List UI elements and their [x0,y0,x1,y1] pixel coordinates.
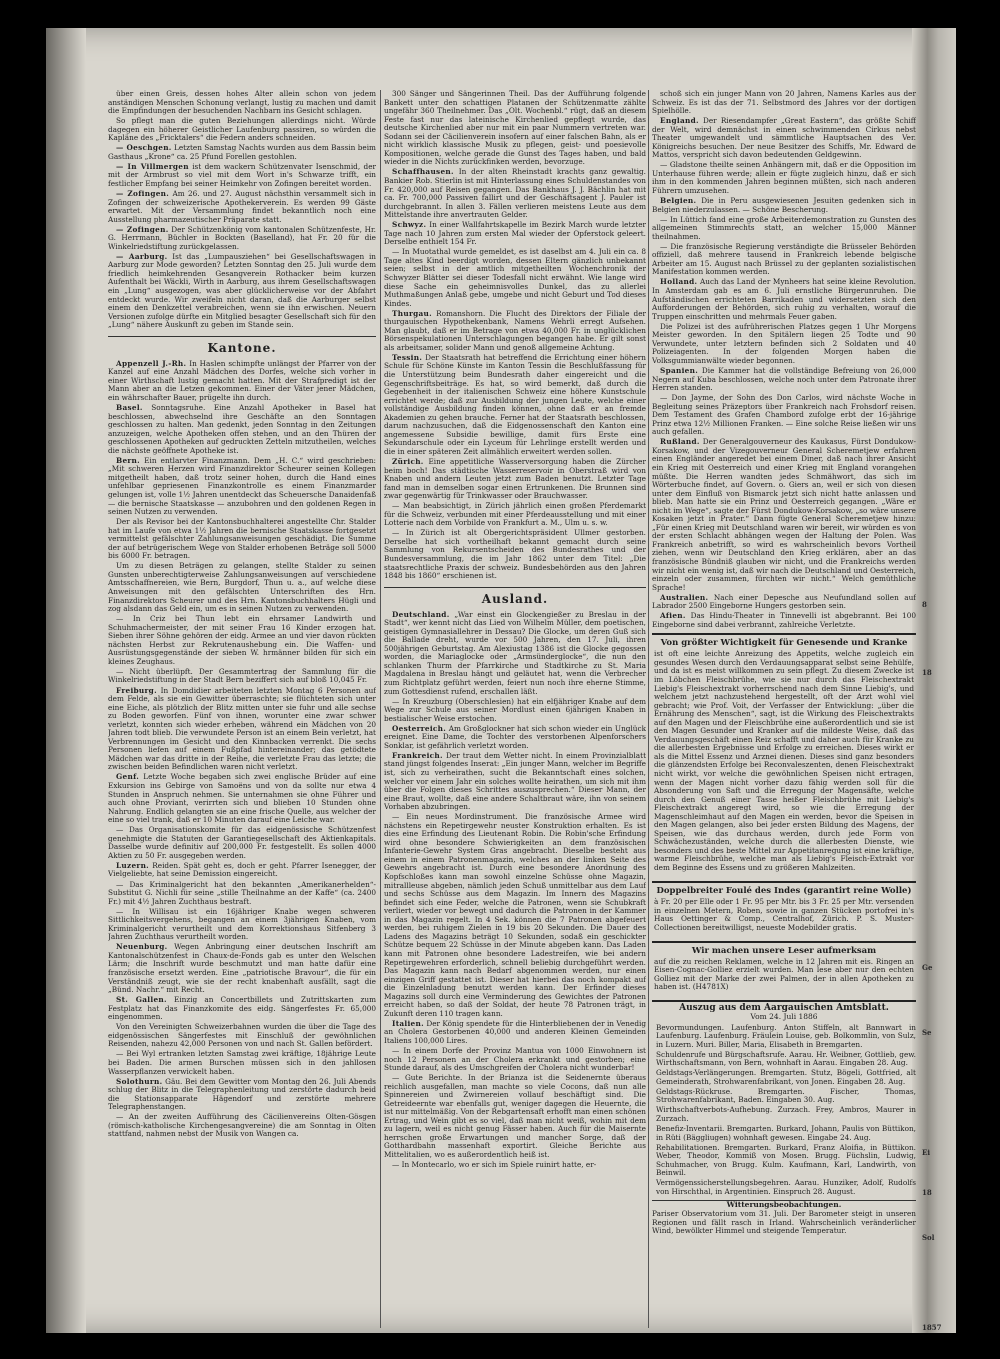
news-item [652,243,916,277]
fragment: 1857 [922,1323,942,1332]
news-item [384,354,646,457]
news-item [384,168,646,219]
news-text: — An der zweiten Aufführung des Cäcilienvereins Olten-Gösgen (römisch-katholische Kirchengesangvereine) die am Sonntag in Olten stattfand, nahmen nebst der Musik von Wangen ca. [108,1112,376,1139]
news-text: Romanshorn. Die Flucht des Direktors der Filiale der thurgauischen Hypothekenbank, Namens Wehrli erregt Aufsehen. Man glaubt, daß er im Betrage von etwa 40,000 Fr. in unglücklichen Börsenspekulationen Unterschlagungen begangen habe. Er gilt sonst als arbeitsamer, solider Mann und genoß allgemeine Achtung. [384,308,646,352]
news-dateline: Genf. [116,772,140,782]
news-dateline: Oesterreich. [392,723,447,733]
kantone-news [108,360,376,1139]
news-item [108,826,376,860]
news-dateline: Thurgau. [392,308,432,318]
news-item [384,1074,646,1159]
news-item [108,908,376,942]
news-item [384,813,646,1018]
gazette-entry: Benefiz-Inventarii. Bremgarten. Burkard, Johann, Paulis von Büttikon, in Rüti (Bäggliugen) wohnhaft gewesen. Eingabe 24. Aug. [656,1124,916,1142]
kantone-news-continued [384,90,646,581]
ausland-news [384,611,646,1170]
news-text: — In Muotathal wurde gemeldet, es ist daselbst am 4. Juli ein ca. 8 Tage altes Kind beerdigt worden, dessen Eltern gänzlich unbekannt seien; selbst in der amtlich mitgetheilten Wochenchronik der Schwyzer Blätter sei dieser Todesfall nicht erwähnt. Wie lange wird diese Sache ein geheimnisvolles Dunkel, das zu allerlei Muthmaßungen Anlaß gebe, umgebe und nicht Geburt und Tod dieses Kindes. [384,247,646,308]
news-text: In Haslen schimpfte unlängst der Pfarrer von der Kanzel auf eine Anzahl Mädchen des Dorfes, welche sich vorher in einer Wirthschaft lustig gemacht hatten. Mit der Strafpredigt ist der Mann aber an die Letzen gekommen. Einer der Väter jener Mädchen, ein währschafter Bauer, prügelte ihn durch. [108,358,376,402]
news-text: Um zu diesen Beträgen zu gelangen, stellte Stalder zu seinen Gunsten unberechtigterweise Zahlungsanweisungen auf verschiedene Amtsschaffnereien, wie Bern, Burgdorf, Thun u. a., auf welche diese Anweisungen mit den gefälschten Unterschriften des Hrn. Finanzdirektors Scheurer und des Hrn. Kantonsbuchhalters Hügli und zog alsdann das Geld ein, um es in seinen Nutzen zu verwenden. [108,561,376,614]
news-text: — Nicht überlüpft. Der Gesammtertrag der Sammlung für die Winkelriedstiftung in der Stadt Bern beziffert sich auf bloß 10,045 Fr. [108,666,376,685]
advertisement-liebig [652,633,916,877]
news-dateline: England. [660,116,699,126]
news-text: Der als Revisor bei der Kantonsbuchhalterei angestellte Chr. Stalder hat im Laufe von etwa 1½ Jahren die bernische Staatskasse fortgesetzt vermittelst gefälschter Zahlungsanweisungen geschädigt. Die Summe der auf betrügerischem Wege von Stalder erhobenen Beträge soll 5000 bis 6000 Fr. betragen. [108,517,376,561]
news-text: Am Großglockner hat sich schon wieder ein Unglück ereignet. Eine Dame, die Tochter des verstorbenen Alpenforschers Sonklar, ist gefährlich verletzt worden. [384,723,646,750]
column-left [108,90,376,1330]
news-item [108,1113,376,1139]
column-right [652,90,916,1330]
news-dateline: — Zofingen. [116,224,169,234]
news-text: Das Hindu-Theater in Tinnevelli ist abgebrannt. Bei 100 Eingeborne sind dabei verbrannt, zahlreiche Verletzte. [652,611,916,629]
news-text: Ist das „Lumpausziehen“ bei Gesellschaftswagen in Aarburg zur Mode geworden? Letzten Sonntag den 25. Juli wurde dem friedlich heimkehrenden Gesangverein Rothacker beim kurzen Aufenthalt bei Wäckli, Wirth in Aarburg, aus ihrem Gesellschaftswagen ein „Lung“ ausgezogen, was aber glücklicherweise vor der Abfahrt entdeckt wurde. Wir zweifeln nicht daran, daß die Aarburger selbst einem den Denkzettel verabreichen, wenn sie ihn erwischen. Neuern Versionen zufolge dürfte ein Mitglied besagter Gesellschaft sich für den „Lung“ nähere Auskunft zu geben im Stande sein. [108,251,376,330]
news-item [108,457,376,517]
news-item [108,163,376,189]
news-text: — In Lüttich fand eine große Arbeiterdemonstration zu Gunsten des allgemeinen Stimmrechts statt, an welcher 15,000 Männer theilnahmen. [652,214,916,241]
news-text: Ein entlarvter Finanzmann. Dem „H. C.“ wird geschrieben: „Mit schweren Herzen wird Finanzdirektor Scheurer seinen Kollegen mitgetheilt haben, daß trotz seiner hohen, durch die Hand eines unfehlbar gepriesenen Finanzkontrolle es einem Finanzmarder gelungen ist, volle 1½ Jahren unentdeckt das Scheuersche Danaidenfaß — die bernische Staatskasse — anzubohren und den goldenen Regen in seinen Nutzen zu verwenden. [108,455,376,517]
news-text: schoß sich ein junger Mann von 20 Jahren, Namens Karles aus der Schweiz. Es ist das der 71. Selbstmord des Jahres vor der dortigen Spielhölle. [652,90,916,116]
ad-heading: Doppelbreiter Foulé des Indes (garantirt reine Wolle) [656,886,912,897]
news-text: — In Criz bei Thun lebt ein ehrsamer Landwirth und Schuhmachermeister, der mit seiner Frau 16 Kinder erzogen hat. Sieben ihrer Söhne gehören der eidg. Armee an und vier davon rückten nächsten Herbst zur Rekrutenaushebung ein. Die Waffen- und Ausrüstungsgegenstände der sieben W. hrmänner bilden für sich ein kleines Zeughaus. [108,614,376,666]
news-item [108,1050,376,1076]
news-text: Eine appetitliche Wasserversorgung haben die Zürcher beim boch! Das städtische Wasserreservoir in Oberstraß wird von Knaben und andern Leuten jetzt zum Baden benutzt. Letzter Tage fand man in demselben sogar einen Ertrunkenen. Die Brunnen sind zwar gegenwärtig für Trinkwasser oder Brauchwasser. [384,456,646,501]
news-dateline: Deutschland. [392,609,450,619]
news-text: — Das Organisationskomite für das eidgenössische Schützenfest genehmigte die Statuten der Garantiegesellschaft des Aktienkapitals. Dasselbe wurde definitiv auf 200,000 Fr. festgestellt. Es sollen 4000 Aktien zu 50 Fr. ausgegeben werden. [108,825,376,860]
news-text: — Bei Wyl ertranken letzten Samstag zwei kräftige, 18jährige Leute bei Baden. Die armen Burschen müssen sich in den jahllosen Wasserpflanzen verwickelt haben. [108,1049,376,1076]
news-dateline: Appenzell J.-Rh. [116,358,187,368]
advertisement-cognac [652,941,916,997]
news-item [108,190,376,224]
adjacent-page-fragments [912,28,956,1333]
news-item [384,221,646,247]
news-item [108,943,376,994]
news-item [384,1161,646,1170]
news-item [652,612,916,629]
news-item [108,668,376,685]
weather-report [652,1200,916,1235]
news-dateline: Basel. [116,403,143,412]
news-dateline: Luzern. [116,860,150,870]
news-item [384,529,646,580]
news-item [384,611,646,696]
news-dateline: Belgien. [660,196,697,206]
news-item [384,248,646,308]
news-text: — Man beabsichtigt, in Zürich jährlich einen großen Pferdemarkt für die Schweiz, verbunden mit einer Pferdeausstellung und mit einer Lotterie nach dem Vorbilde von Frankfurt a. M., Ulm u. s. w. [384,501,646,528]
news-dateline: — In Villmergen [116,161,189,171]
ad-heading: Wir machen unsere Leser aufmerksam [691,945,877,956]
news-dateline: Australien. [660,592,709,602]
news-dateline: — Aarburg. [116,251,168,261]
gazette-entry: Vermögenssicherstellungsbegehren. Aarau. Hunziker, Adolf, Rudolfs von Hirschthal, in Argentinien. Einspruch 28. August. [656,1178,916,1196]
news-item [384,752,646,812]
news-dateline: Spanien. [660,365,699,375]
news-text: Der traut dem Wetter nicht. In einem Provinzialblatt stand jüngst folgendes Inserat: „Ein junger Mann, welcher im Begriffe ist, sich zu verheirathen, sucht die Bekanntschaft eines solchen, welcher vor einem Jahr ein solches wollte heirathen, um sich mit ihm über die Folgen dieses Schrittes auszusprechen.“ Dieser Mann, der eine Braut, wollte, daß eine andere Schaltbraut wäre, ihn von seinem Vorhaben abzubringen. [384,750,646,812]
news-text: In der alten Rheinstadt krachts ganz gewaltig. Bankier Rob. Stierlin ist mit Hinterlassung eines Schuldenstandes von Fr. 420,000 auf Reisen gegangen. Das Bankhaus J. J. Bächlin hat mit ca. Fr. 700,000 Passiven fallirt und der Geschäftsagent J. Pauler ist durchgebrannt. In allen 3. Fällen verlieren meistens Leute aus dem Mittelstande ihre anvertrauten Gelder. [384,167,646,220]
news-item [384,310,646,353]
advertisement-foule [652,881,916,937]
news-item [108,996,376,1022]
news-text: — Das Kriminalgericht hat den bekannten „Amerikanerhelden“-Substitut G. Nichli für seine „stille Theilnahme an der Kaffe“ (ca. 2400 Fr.) mit 4½ Jahren Zuchthaus bestraft. [108,879,376,906]
adjacent-page-edge [912,28,956,1333]
news-dateline: Schaffhausen. [392,167,454,177]
news-item [384,90,646,167]
news-item [108,773,376,824]
news-item [652,367,916,393]
news-item [652,594,916,611]
news-dateline: Schwyz. [392,220,427,230]
news-dateline: Tessin. [392,352,423,362]
news-item [384,725,646,751]
news-item [108,615,376,666]
news-item [108,687,376,772]
news-text: Letzten Samstag Nachts wurden aus dem Bassin beim Gasthaus „Krone“ ca. 25 Pfund Forellen gestohlen. [108,143,376,161]
news-text: Reiden. Spät geht es, doch er geht. Pfarrer Isenegger, der Vielgeliebte, hat seine Demission eingereicht. [108,860,376,879]
fragment: Se [922,1028,932,1037]
news-dateline: St. Gallen. [116,995,167,1005]
news-text: Gäu. Bei dem Gewitter vom Montag den 26. Juli Abends schlug der Blitz in die Telegraphenleitung und zerstörte dadurch beid die Stationsapparate Hägendorf und zerstörte mehrere Telegraphenstangen. [108,1076,376,1112]
news-text: — In einem Dorfe der Provinz Mantua von 1000 Einwohnern ist noch 12 Personen an der Cholera erkrankt und gestorben; eine Stunde darauf, als des Umschgreifen der Cholera nicht wunderbar! [384,1045,646,1073]
news-dateline: — Zofingen. [116,189,170,199]
official-gazette-excerpt [652,1000,916,1196]
news-item [384,1020,646,1046]
gazette-entry: Wirthschaftverbots-Aufhebung. Zurzach. Frey, Ambros, Maurer in Zurzach. [656,1105,916,1124]
column-rule [380,90,381,1328]
news-text: — In Kreuzburg (Oberschlesien) hat ein elfjähriger Knabe auf dem Wege zur Schule aus seiner Mordlust einen 6jährigen Knaben in bestialischer Weise erstochen. [384,696,646,723]
column-middle [384,90,646,1330]
news-dateline: Solothurn. [116,1076,163,1086]
gazette-entry: Geldstags-Rückruse. Bremgarten. Fischer, Thomas, Strohwarenfabrikant, Baden. Eingaben 30. Aug. [656,1086,916,1105]
column-rule [648,90,649,1328]
news-text: — Die französische Regierung verständigte die Brüsseler Behörden offiziell, daß mehrere tausend in Frankreich lebende belgische Arbeiter am 15. August nach Brüssel zu der geplanten sozialistischen Manifestation kommen werden. [652,241,916,277]
news-text: Nach einer Depesche aus Neufundland sollen auf Labrador 2500 Eingeborne Hungers gestorben sein. [652,592,916,611]
news-text: — In Willisau ist ein 16jähriger Knabe wegen schweren Sittlichkeitsvergehens, begangen an einem 3jährigen Knaben, vom Kriminalgericht verurtheilt und dem Korrektionshaus Sitfenberg 3 Jahren Zuchthaus verurtheilt worden. [108,906,376,942]
news-text: In einer Wallfahrtskapelle im Bezirk March wurde letzter Tage nach 10 Jahren zum ersten Mal wieder der Opferstock geleert. Derselbe enthielt 154 Fr. [384,220,646,247]
news-text: Die in Peru ausgewiesenen Jesuiten gedenken sich in Belgien niederzulassen. — Schöne Bescherung. [652,196,916,214]
news-item [108,881,376,907]
news-text: Der Staatsrath hat betreffend die Errichtung einer höhern Schule für Schöne Künste im Kanton Tessin die Beschlußfassung für die Unterstützung beim Bundesrath daher eingereicht und die Gegenschriftsbeiträge. Es hat, so wird bemerkt, daß durch die Gegebenheit in der italienischen Schweiz eine höhere Kunstschule errichtet werde; daß zur Ausbildung der jungen Leute, welche einer vollständige Ausbildung finden können, ohne daß er an fremde Akademien zu gehen brauche. Ferner hat der Staatsrath beschlossen, darum nachzusuchen, daß die Eidgenossenschaft den Kanton eine angemessene Subsidie bewillige, damit fürs Erste eine Sekundarschule oder ein Lyceum für Lehrlinge erstellt werden und die in einer späteren Zeit allmählich erweitert werden sollen. [384,352,646,456]
news-text: — In Zürich ist alt Obergerichtspräsident Ullmer gestorben. Derselbe hat sich vortheilhaft bekannt gemacht durch seine Sammlung von Rekursentscheiden des Bundesrathes und der Bundesversammlung, die im Jahr 1862 unter dem Titel: „Die staatsrechtliche Praxis der schweiz. Bundesbehörden aus den Jahren 1848 bis 1860“ erschienen ist. [384,528,646,581]
news-text: Sonntagsruhe. Eine Anzahl Apotheker in Basel hat beschlossen, abwechselnd ihre Geschäfte an den Sonntagen geschlossen zu halten. Man gedenkt, jeden Sonntag in den Zeitungen anzuzeigen, welche Apotheken offen stehen, und an den Thüren der geschlossenen Apotheken auf gedruckten Zetteln mitzutheilen, welches die nächste geöffnete Apotheke ist. [108,403,376,455]
news-text: — Don Jayme, der Sohn des Don Carlos, wird nächste Woche in Begleitung seines Präzeptors über Frankreich nach Frohsdorf reisen. Dem Testament des Grafen Chambord zufolge erbt der 16-jährige Prinz etwa 12½ Millionen Franken. — Eine solche Reise ließen wir uns auch gefallen. [652,393,916,437]
news-text: — In Montecarlo, wo er sich im Spiele ruinirt hatte, er- [392,1160,597,1170]
news-text: Der Riesendampfer „Great Eastern“, das größte Schiff der Welt, wird demnächst in einen schwimmenden Cirkus nebst Theater umgewandelt und sämmtliche Hauptsachen des Ver. Königreichs besuchen. Der neue Besitzer des Schiffs, Mr. Edward de Mattos, verspricht sich davon bedeutenden Geldgewinn. [652,116,916,160]
news-dateline: — Oeschgen. [116,143,172,153]
news-item [384,1047,646,1073]
news-text: Der Schützenkönig vom kantonalen Schützenfeste, Hr. G. Herrmann, Büchler in Bockten (Baselland), hat Fr. 20 für die Winkelriedstiftung zurückgelassen. [108,224,376,251]
news-dateline: Italien. [392,1018,424,1028]
news-dateline: Afien. [660,611,686,621]
news-text: Am 26. und 27. August nächsthin versammelt sich in Zofingen der schweizerische Apothekerverein. Es werden 99 Gäste erwartet. Mit der Versammlung findet bekanntlich noch eine Ausstellung pharmazeutischer Präparate statt. [108,189,376,224]
news-text: Von den Vereinigten Schweizerbahnen wurden die über die Tage des eidgenössischen Sängerfestes mit Einschluß der gewöhnlichen Reisenden, nahezu 42,000 Personen von und nach St. Gallen befördert. [108,1022,376,1049]
gazette-heading: Auszug aus dem Aargauischen Amtsblatt. [679,1003,889,1014]
news-item [652,323,916,366]
news-dateline: Zürich. [392,456,424,466]
fragment: Sol [922,1233,935,1242]
news-item [108,253,376,330]
news-item [108,144,376,161]
news-text: 300 Sänger und Sängerinnen Theil. Das der Aufführung folgende Bankett unter den schattigen Platanen der Schützenmatte zählte ungefähr 360 Theilnehmer. Das „Olt. Wochenbl.“ rügt, daß an diesem Feste fast nur das lateinische Kirchenlied gepflegt wurde, das deutsche Kirchenlied aber nur mit ein paar Nummern vertreten war. Sodann sei der Cäcilienverein insofern auf einer falschen Bahn, als er nicht wirklich klassische Musik zu pflegen, geist- und poesievolle Kompositionen, welche gerade die Gunst des Tages haben, und bald wieder in die Nichts zurückfinken werden, bevorzuge. [384,90,646,167]
gazette-entry: Rehabilitationen. Bremgarten. Burkard, Franz Aloifia, in Büttikon. Weber, Theodor, Kommiß von Mosen. Brugg. Füchslin, Ludwig, Schuhmacher, von Brugg. Kulm. Kaufmann, Karl, Landwirth, von Beinwil. [656,1142,916,1178]
news-item [652,394,916,437]
ad-heading: Von größter Wichtigkeit für Genesende und Kranke [660,638,908,649]
fragment: Ei [922,1148,930,1157]
gazette-entry: Geldstags-Verlängerungen. Bremgarten. Stutz, Bögeli, Gottfried, alt Gemeinderath, Strohwarenfabrikant, von Jonen. Eingaben 28. Aug. [656,1068,916,1086]
section-title-ausland: Ausland. [384,587,646,607]
news-item [652,197,916,214]
news-dateline: Rußland. [660,437,700,447]
news-item [384,458,646,501]
news-item [652,117,916,160]
newspaper-page [46,28,956,1333]
fragment: 18 [922,1188,932,1197]
news-item [384,698,646,724]
section-title-kantone: Kantone. [108,336,376,356]
weather-text: Pariser Observatorium vom 31. Juli. Der Barometer steigt in unseren Regionen und fällt rasch in Irland. Wahrscheinlich veränderlicher Wind, bewölkter Himmel und steigende Temperatur. [652,1208,916,1236]
news-item [108,1023,376,1049]
news-dateline: Neuenburg. [116,942,168,952]
news-dateline: Freiburg. [116,685,157,695]
news-item [108,862,376,879]
news-item [652,438,916,592]
news-text: — Gladstone theilte seinen Anhängern mit, daß er die Opposition im Unterhause führen werde; allein er fügte zugleich hinzu, daß er sich ihm in den kommenden Jahren beginnen müßten, sich nach anderen Führern umzusehen. [652,160,916,196]
news-item [108,360,376,403]
intro-paragraph: So pflegt man die guten Beziehungen allerdings nicht. Würde dagegen ein höherer Geistlicher Laufenburg passiren, so würden die Kapläne des „Fricktalers“ die Federn anders schneiden. [108,116,376,143]
news-item [652,278,916,321]
news-text: Die Polizei ist des aufrührerischen Platzes gegen 1 Uhr Morgens Meister geworden. In den Spitälern liegen 25 Todte und 90 Verwundete, unter letztern befinden sich 2 Soldaten und 40 Polizeiagenten. In der folgenden Morgen haben die Volksgummianwälte wieder begonnen. [652,321,916,365]
news-text: Auch das Land der Mynheers hat seine kleine Revolution. In Amsterdam gab es am 6. Juli ernstliche Bürgerunruhen. Die Aufständischen errichteten Barrikaden und widersetzten sich den Aufforderungen der Behörden, sich ruhig zu verhalten, worauf die Truppen einschritten und mehrmals Feuer gaben. [652,277,916,321]
ad-text: ist oft eine leichte Anreizung des Appetits, welche zugleich ein gesundes Wesen durch den Verdauungsapparat selbst seine Behülfe, und da ist es meist willkommen zu sein pflegt. Zu diesem Zwecke ist im Löbchen Fleischbrühe, wie sie nur durch das Fleischextrakt Liebig's Fleischextrakt vorherrschend nach dem Sinne Liebig's, und welchem jetzt nachzustehend hergestellt, oft der Arzt wohl viel gebracht; wie Prof. Voit, der Verfasser der Entwicklung: „über die Ernährung des Menschen“, sagt, ist die Wirkung des Fleischextrakts auf den Magen und der Fleischbrühe eine außerordentlich und sie ist den Magen Gesunder und Kranker auf die mildeste Weise, daß das Verdauungsgeschäft einen Reiz schafft und daher auch für Kranke zu die allerbesten Ergebnisse und Erfolge zu erreichen. Dieses wirkt er als die Mittel Essenz und Arznei dienen. Dieses sind ganz besonders die glänzendsten Erfolge bei Reconvaleszenten, denen Fleischextrakt nicht wirkt, vor welche die gewöhnlichen Speisen nicht ertragen, wenn der Magen nicht vorher dazu fähig werden soll für die Absonderung von Saft und die Erregung der Magensäfte, welche durch den Genuß einer Tasse heißer Fleischbrühe mit Liebig's Fleischextrakt angeregt wird, so wie die Erregung der Magenschleimhaut auf den Magen ein werden, bevor die Speisen in den Magen gelangen, also bei jeder ersten Bildung des Magens, der Speisen, wie das durchaus werden, durch jede Form von Schwächezuständen, welche durch die allerbesten Dienste, wie besonders und des beste Mittel zur Appetitanregung ist eine kräftige, warme Fleischbrühe, welche man als Liebig's Fleisch-Extrakt vor dem Beginne des Essens und zu größeren Mahlzeiten. [654,649,914,873]
gazette-entry: Bevormundungen. Laufenburg. Anton Stiffeln, alt Bannwart in Laufenburg. Laufenburg. Fräulein Louise, geb. Bolkommlin, von Sulz, in Luzern. Muri. Biller, Maria, Elisabeth in Bremgarten. [656,1022,916,1049]
news-text: „War einst ein Glockengießer zu Breslau in der Stadt“, wer kennt nicht das Lied von Wilhelm Müller, dem poetischen, geistigen Gymnasiallehrer in Dessau? Die Glocke, um deren Guß sich die Ballade dreht, wurde vor 500 Jahren, den 17. Juli, ihren 500jährigen Geburtstag. Am Alexiustag 1386 ist die Glocke gegossen worden, die Mariaglocke oder „Armsünderglocke“, die nun den schlanken Thurm der Pfarrkirche und Stadtkirche zu St. Maria Magdalena in Breslau hängt und geläutet hat, wenn die Verbrecher zum Richtplatz geführt werden, feiert nun noch ihre eherne Stimme, zum Gottesdienst rufend, erschallen läßt. [384,609,646,696]
weather-heading: Witterungsbeobachtungen. [726,1200,842,1210]
news-item [108,518,376,561]
fragment: Ge [922,963,933,972]
ad-text: à Fr. 20 per Elle oder 1 Fr. 95 per Mtr. bis 3 Fr. 25 per Mtr. versenden in einzelnen Metern, Roben, sowie in ganzen Stücken portofrei in's Haus Oettinger & Comp., Centralhof, Zürich. P. S. Muster-Collectionen bereitwilligst, neueste Modebilder gratis. [654,897,914,932]
intro-paragraph: über einen Greis, dessen hohes Alter allein schon von jedem anständigen Menschen Schonung verlangt, lustig zu machen und damit die Empfindungen der besuchenden Nachbarn ins Gesicht schlagen. [108,90,376,116]
news-item [652,216,916,242]
news-text: Die Kammer hat die vollständige Befreiung von 26,000 Negern auf Kuba beschlossen, welche noch unter dem Patronate ihrer Herren standen. [652,365,916,393]
news-text: In Domdidier arbeiteten letzten Montag 6 Personen auf dem Felde, als sie ein Gewitter überraschte; sie flüchteten sich unter eine Eiche, als plötzlich der Blitz mitten unter sie fuhr und alle sechse zu Boden geworfen. Fünf von ihnen, worunter eine zwar schwer verletzt, konnten sich wieder erheben, während ein Mädchen von 20 Jahren todt blieb. Die verwundete Person ist an einem Bein verletzt, hat Verbrennungen im Gesicht und den Kinnbacken verrenkt. Die sechs Personen liefen auf einem Fußpfad hintereinander; das getödtete Mädchen war das dritte in der Reihe, die verletzte Frau das letzte; die zwischen beiden Befindlichen waren nicht verletzt. [108,685,376,772]
news-text: Der Generalgouverneur des Kaukasus, Fürst Dondukow-Korsakow, und der Vizegouverneur General Scheremetjew erfahren einen Engländer angeredet bei einem Diner, daß nach ihrer Ansicht ein Krieg mit Oesterreich und einer Krieg mit England vorangehen müßte. Die Herren wandten jedes Schmähwort, das sich im Wörterbuche findet, auf Govern. o. Giers an, weil er sich von diesen unter dem Einfluß von Bismarck jetzt sich nicht hatte anlassen und blieb. Man hatte sie ein Prinz und Oesterreich gegangen. „Wäre er nicht im Wege“, sagte der Fürst Dondukow-Korsakow, „so wäre unsere Kosaken jetzt in Prater.“ Dann fügte General Scheremetjew hinzu: „Für einen Krieg mit Deutschland waren wir bereit, wir würden es von der ersten Schlacht abhängen wegen der Haltung der Polen. Was Frankreich anbetrifft, so wird es wahrscheinlich bevors Vortheil ziehen, wenn wir Deutschland den Krieg erklären, aber an das französische Bündniß glauben wir nicht, und die Frankreichs werden wir nicht ein wenig ist, daß wir nach die Deutschland und Oesterreich, einzeln oder zusammen, fürchten wir nicht.“ Welch gemüthliche Sprache! [652,437,916,592]
news-text: — Gute Berichte. In der Brianza ist die Seidenernte überaus reichlich ausgefallen, man machte so viele Cocons, daß nun alle Spinnereien und Zwirnereien vollauf beschäftigt sind. Die Getreideernte war ebenfalls gut, weniger dagegen die Heuernte, die ist nur mittelmäßig. Von der Rebgartensaft erhofft man einen schönen Ertrag, und Wein gibt es so viel, daß man nicht weiß, wohin mit dem zu lagern, weil es nicht genug Fässer haben. Auch für die Maisernte herrschen große Erwartungen und mancher Sorge, daß der Gotthardbahn massenhaft exportirt. Gleiche Berichte aus Mittelitalien, wo es außerordentlich heiß ist. [384,1073,646,1160]
gazette-entries [652,1024,916,1197]
news-text: — Ein neues Mordinstrument. Die französische Armee wird nächstens ein Repetirgewehr neuster Konstruktion erhalten. Es ist dies eine Erfindung des Lieutenant Robin. Die Robin'sche Erfindung wird ohne besondere Schwierigkeiten an dem französischen Infanterie-Gewehr System Gras angebracht. Dieselbe besteht aus einem in einem Patronenmagazin, welches an der linken Seite des Gewehrs angebracht ist. Durch eine besondere Anordnung des Kopfschloßes kann man sowohl einzelne Schüsse ohne Magazin, mitrallleuse abgeben, nämlich jeden Schuß unmittelbar aus dem Lauf und sechs Schüsse aus dem Magazin. Im Innern des Magazins befindet sich eine Feder, welche die Patronen, wenn sie Schubkraft verliert, wieder vor bewegt und dadurch die Patronen in der Kammer in das Magazin regelt. In 4 Sek. können die 7 Patronen abgefeuert werden, bei ruhigem Zielen in 19 bis 20 Sekunden. Die Dauer des Ladens des Magazins beträgt 10 Sekunden, sodaß ein geschickter Schütze bequem 22 Schüsse in der Minute abgeben kann. Das Laden kann mit Patronen ohne besondere Ladestreifen, wie bei andern Repetirgewehren erforderlich, schnell beliebig durchgeführt werden. Das Magazin kann nach Bedarf abgenommen werden, nur einen einzigen Griff gestattet ist. Dieser hat hierbei das noch kompakt auf die Einzelnladung benutzt werden kann. Der Erfinder dieses Magazins soll durch eine Verminderung des Gewichtes der Patronen erreicht haben, so daß der Soldat, der heute 78 Patronen trägt, in Zukunft deren 110 tragen kann. [384,812,646,1018]
news-item [108,562,376,613]
news-item [108,226,376,252]
news-item [652,161,916,195]
gazette-entry: Schuldenrufe und Bürgschaftsrufe. Aarau. Hr. Weibner, Gottlieb, gew. Wirthschaftsmann, von Bern, wohnhaft in Aarau. Eingaben 28. Aug. [656,1049,916,1068]
news-item [108,1078,376,1112]
news-item [652,90,916,116]
news-item [108,404,376,455]
news-text: Der König spendete für die Hinterbliebenen der in Venedig an Cholera Gestorbenen 40,000 und anderen Kleinen Gemeinden Italiens 100,000 Lires. [384,1018,646,1045]
news-text: Letzte Woche begaben sich zwei englische Brüder auf eine Exkursion ins Gebirge von Samoëns und von da sollte nur etwa 4 Stunden in Anspruch nehmen. Sie unternahmen sie ohne Führer und auch ohne Proviant, verirrten sich und blieben 10 Stunden ohne Nahrung. Endlich gelangten sie an eine frische Quelle, aus welcher der eine so viel trank, daß er 10 Minuten darauf eine Leiche war. [108,772,376,825]
intro-text [108,90,376,143]
news-dateline: Holland. [660,277,698,287]
ad-text: auf die zu reichen Reklamen, welche in 12 Jahren mit eis. Ringen an Eisen-Cognac-Golliez erzielt wurden. Man lese aber nur den echten Golliez mit der Marke der zwei Palmen, der in allen Apotheken zu haben ist. (H4781X) [654,956,914,992]
binding-gutter [46,28,86,1333]
news-item [384,502,646,528]
news-text: Einzig an Concertbillets und Zutrittskarten zum Festplatz hat das Finanzkomite des eidg. Sängerfestes Fr. 65,000 eingenommen. [108,995,376,1022]
gazette-date: Vom 24. Juli 1886 [750,1012,818,1021]
local-news [108,144,376,329]
fragment: 8 [922,600,927,609]
news-dateline: Bern. [116,455,140,465]
fragment: 18 [922,668,932,677]
news-dateline: Frankreich. [392,750,443,760]
news-text: ist dem wackern Schützenvater Isenschmid, der mit der Armbrust so viel mit dem Wort in's Schwarze trifft, ein festlicher Empfang bei seiner Heimkehr von Zofingen bereitet worden. [108,161,376,188]
ausland-news-continued [652,90,916,629]
news-text: Wegen Anbringung einer deutschen Inschrift am Kantonalschützenfest in Chaux-de-Fonds gab es unter den Welschen Lärm; die Inschrift wurde beschmutzt und man hatte dafür eine französische ersetzt werden. Eine „patriotische Bravour“, die für ein Verständniß zeugt, wie sie der recht knabenhaft ausfällt, sagt die „Bünd. Nachr.“ mit Recht. [108,942,376,995]
